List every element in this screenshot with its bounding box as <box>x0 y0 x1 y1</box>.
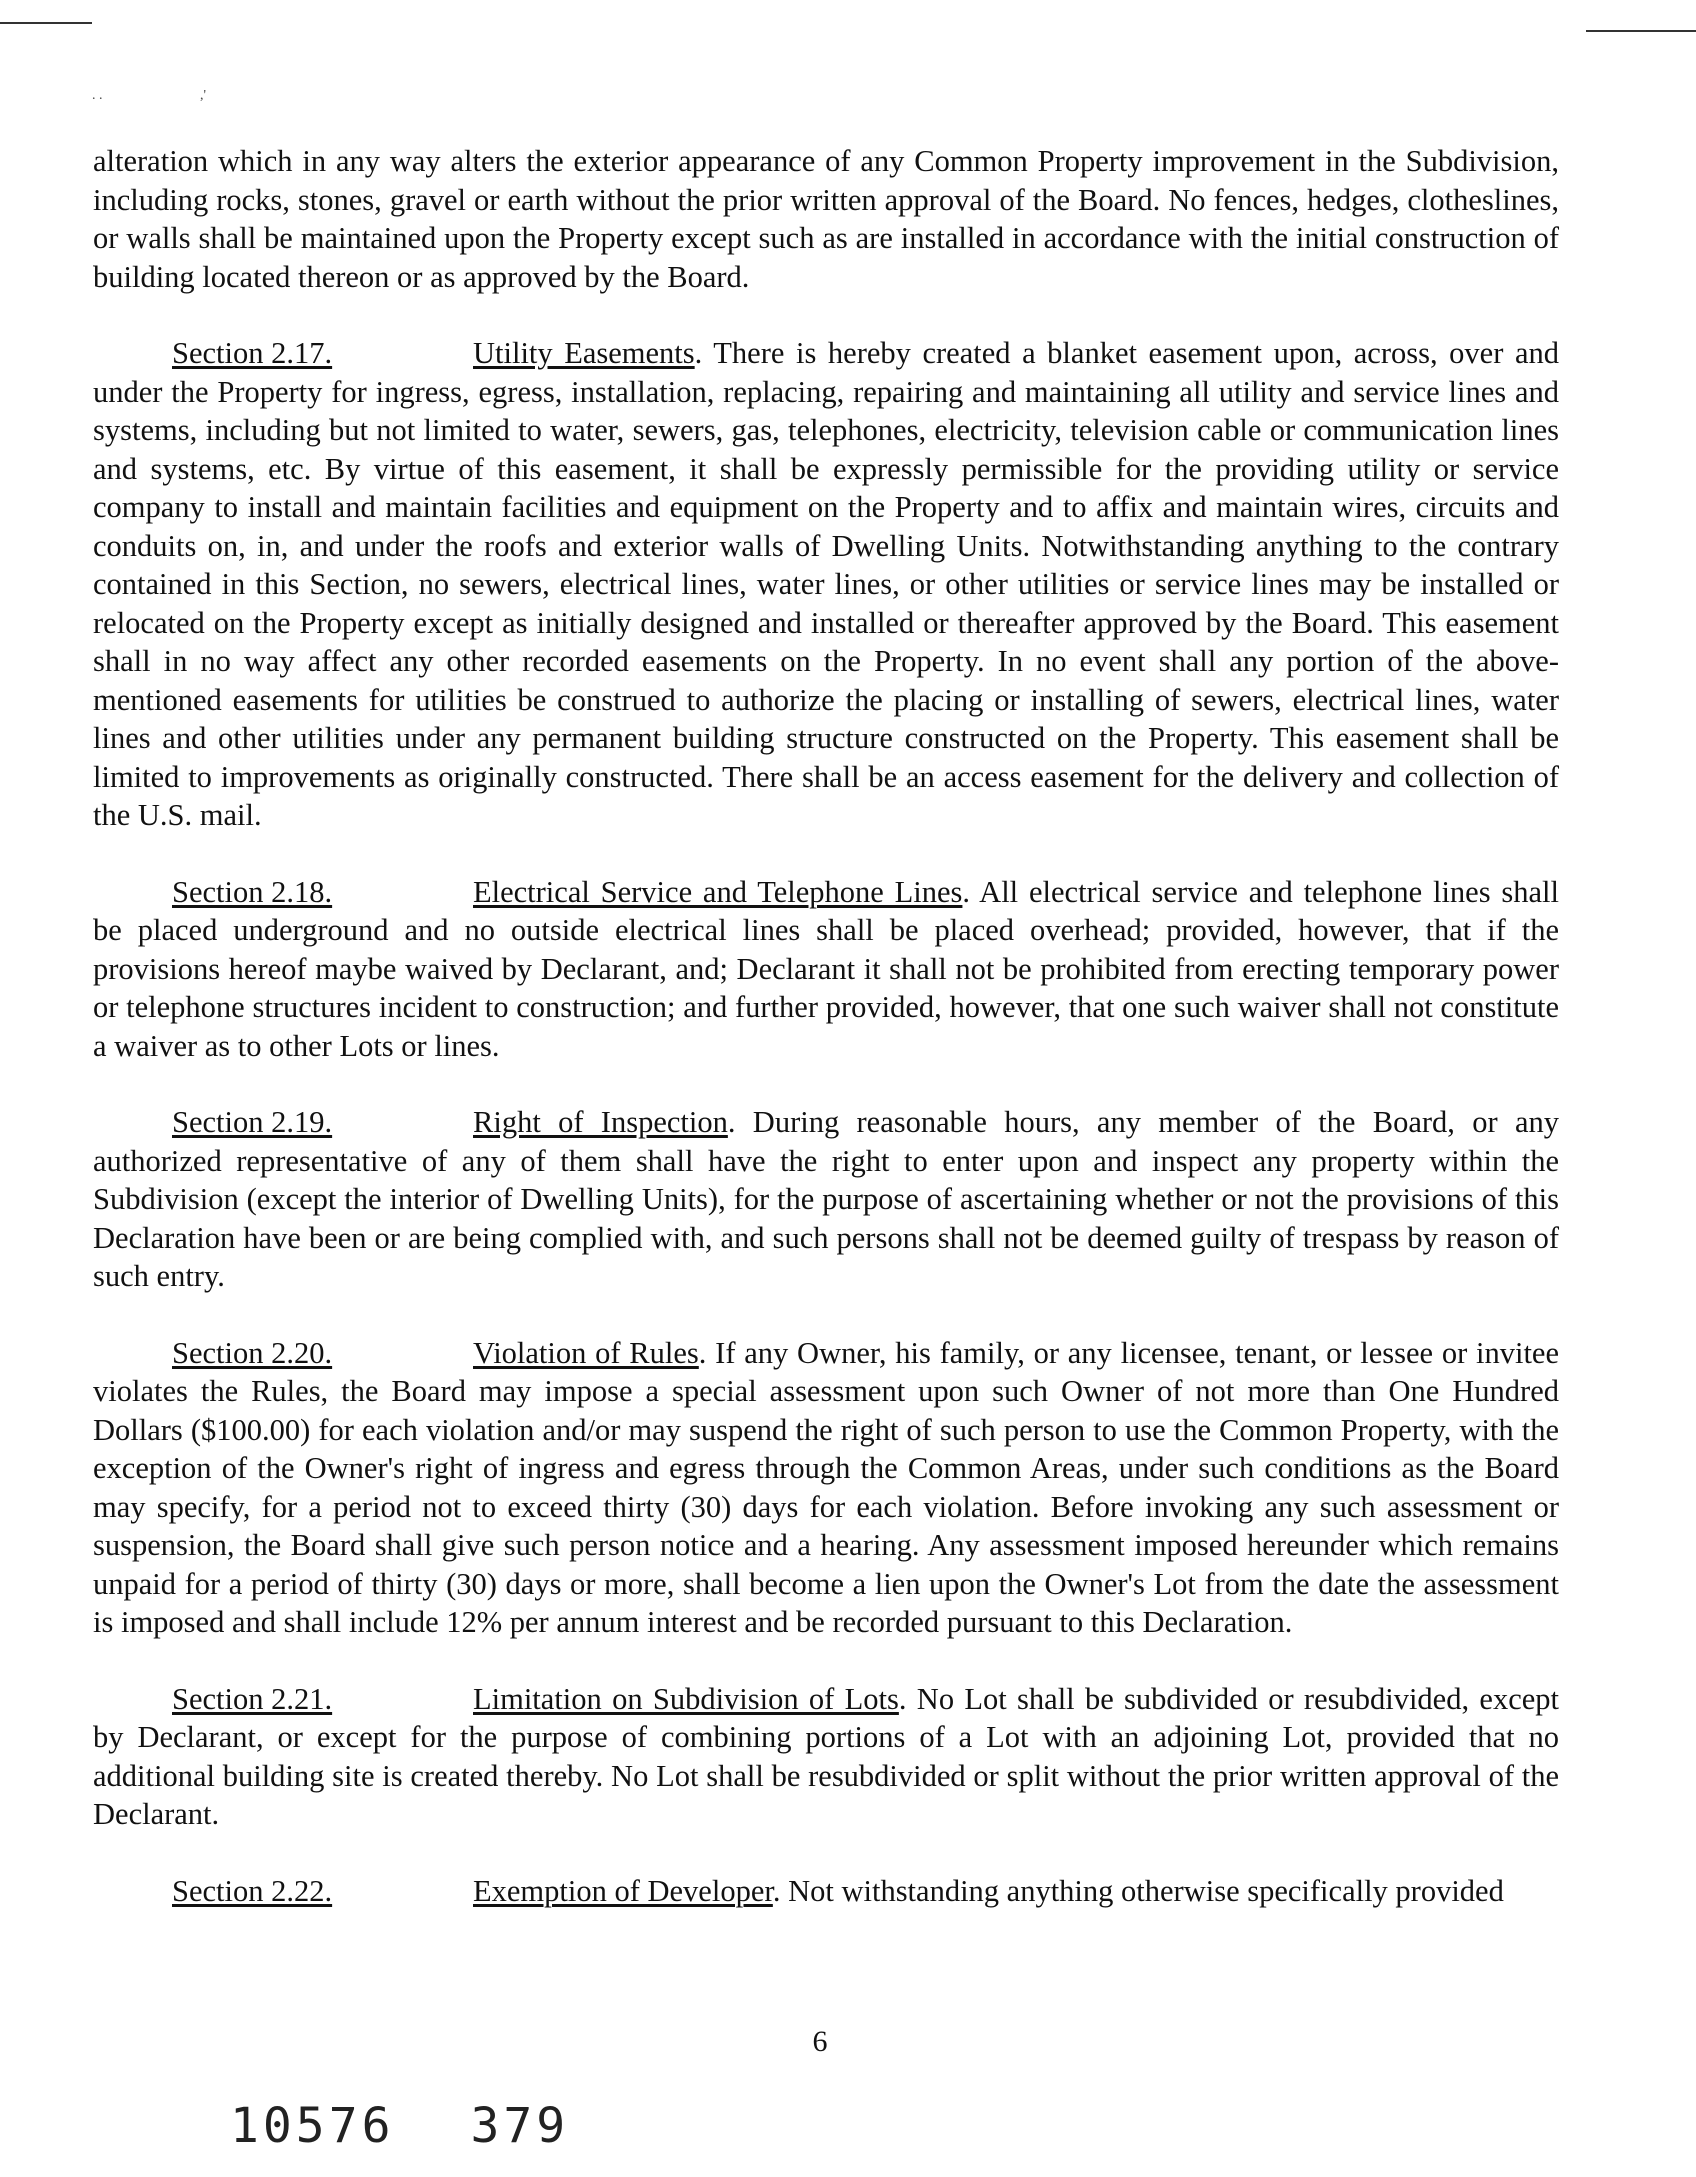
section-2-19 <box>93 1103 1559 1296</box>
section-title: Utility Easements <box>473 336 695 370</box>
section-title: Exemption of Developer <box>473 1873 773 1908</box>
section-2-20 <box>93 1334 1559 1642</box>
section-body: . During reasonable hours, any member of the Board, or any authorized representative of any of them shall have the right to enter upon and inspect any property within the Subdivision (except the interior of Dwelling Units), for the purpose of ascertaining whether or not the provisions of this Declaration have been or are being complied with, and such persons shall not be deemed guilty of trespass by reason of such entry. <box>93 1105 1559 1293</box>
scan-artifact-line-right <box>1586 30 1696 32</box>
scan-artifact-line-left <box>0 22 92 24</box>
document-body <box>93 142 1559 1948</box>
scan-artifact-dot: . . <box>92 88 103 103</box>
book-number: 10576 <box>230 2098 395 2154</box>
section-number: Section 2.18. <box>172 874 333 909</box>
section-2-21 <box>93 1680 1559 1834</box>
page-number: 6 <box>812 2025 828 2058</box>
section-title: Right of Inspection <box>473 1105 728 1139</box>
section-number: Section 2.21. <box>172 1681 333 1716</box>
section-number: Section 2.19. <box>172 1105 333 1139</box>
section-title: Limitation on Subdivision of Lots <box>473 1681 899 1716</box>
section-body: . Not withstanding anything otherwise specifically provided <box>772 1873 1504 1908</box>
section-body: . There is hereby created a blanket easement upon, across, over and under the Property for ingress, egress, installation, replacing, repairing and maintaining all utility and service lines and systems, including but not limited to water, sewers, gas, telephones, electricity, television cable or communication lines and systems, etc. By virtue of this easement, it shall be expressly permissible for the providing utility or service company to install and maintain facilities and equipment on the Property and to affix and maintain wires, circuits and conduits on, in, and under the roofs and exterior walls of Dwelling Units. Notwithstanding anything to the contrary contained in this Section, no sewers, electrical lines, water lines, or other utilities or service lines may be installed or relocated on the Property except as initially designed and installed or thereafter approved by the Board. This easement shall in no way affect any other recorded easements on the Property. In no event shall any portion of the above-mentioned easements for utilities be construed to authorize the placing or installing of sewers, electrical lines, water lines and other utilities under any permanent building structure constructed on the Property. This easement shall be limited to improvements as originally constructed. There shall be an access easement for the delivery and collection of the U.S. mail. <box>93 336 1559 832</box>
scan-artifact-dot: ,' <box>200 88 207 103</box>
section-number: Section 2.17. <box>172 336 333 370</box>
section-body: . No Lot shall be subdivided or resubdivided, except by Declarant, or except for the purpose of combining portions of a Lot with an adjoining Lot, provided that no additional building site is created thereby. No Lot shall be resubdivided or split without the prior written approval of the Declarant. <box>93 1681 1559 1831</box>
recording-book-page-stamp <box>230 2098 569 2154</box>
section-title: Violation of Rules <box>473 1335 699 1370</box>
section-2-18 <box>93 873 1559 1066</box>
section-title: Electrical Service and Telephone Lines <box>473 874 963 909</box>
book-page-number: 379 <box>470 2098 570 2154</box>
section-2-17 <box>93 334 1559 835</box>
section-body: . If any Owner, his family, or any licensee, tenant, or lessee or invitee violates the Rules, the Board may impose a special assessment upon such Owner of not more than One Hundred Dollars ($100.00) for each violation and/or may suspend the right of such person to use the Common Property, with the exception of the Owner's right of ingress and egress through the Common Areas, under such conditions as the Board may specify, for a period not to exceed thirty (30) days for each violation. Before invoking any such assessment or suspension, the Board shall give such person notice and a hearing. Any assessment imposed hereunder which remains unpaid for a period of thirty (30) days or more, shall become a lien upon the Owner's Lot from the date the assessment is imposed and shall include 12% per annum interest and be recorded pursuant to this Declaration. <box>93 1335 1560 1639</box>
section-2-22 <box>93 1872 1559 1911</box>
section-number: Section 2.22. <box>172 1873 333 1908</box>
intro-paragraph: alteration which in any way alters the exterior appearance of any Common Property improvement in the Subdivision, including rocks, stones, gravel or earth without the prior written approval of the Board. No fences, hedges, clotheslines, or walls shall be maintained upon the Property except such as are installed in accordance with the initial construction of building located thereon or as approved by the Board. <box>93 144 1559 294</box>
section-number: Section 2.20. <box>172 1335 333 1370</box>
section-body: . All electrical service and telephone lines shall be placed underground and no outside electrical lines shall be placed overhead; provided, however, that if the provisions hereof maybe waived by Declarant, and; Declarant it shall not be prohibited from erecting temporary power or telephone structures incident to construction; and further provided, however, that one such waiver shall not constitute a waiver as to other Lots or lines. <box>93 874 1560 1063</box>
